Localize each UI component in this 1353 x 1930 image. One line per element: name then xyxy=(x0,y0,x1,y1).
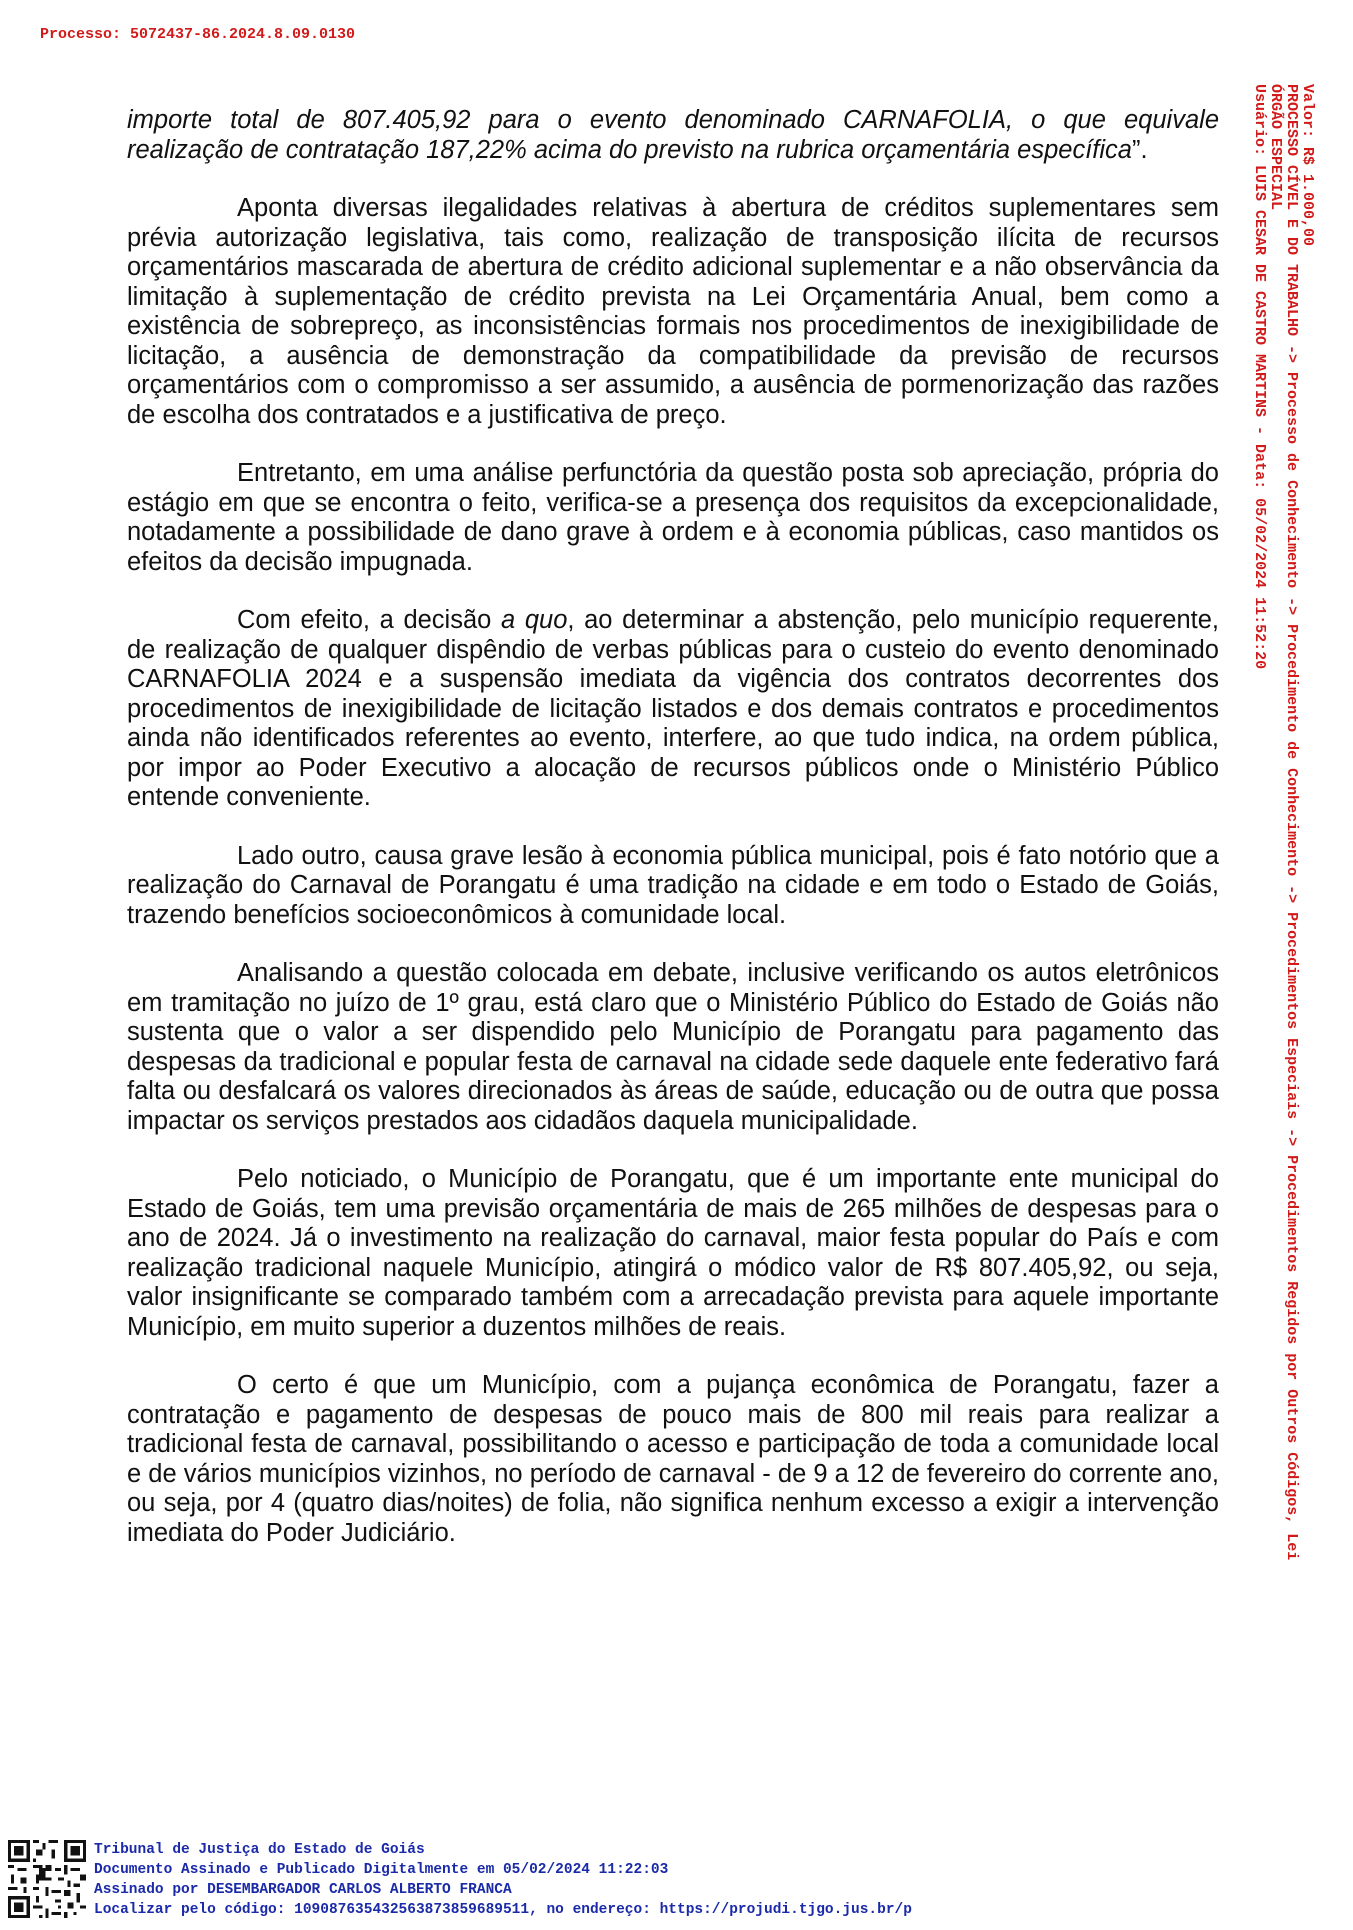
paragraph-8: O certo é que um Município, com a pujança econômica de Porangatu, fazer a contratação e pagamento de despesas de pouco mais de 800 mil reais para realizar a tradicional festa de carnaval, possibilitando o acesso e participação de toda a comunidade local e de vários municípios vizinhos, no período de carnaval - de 9 a 12 de fevereiro do corrente ano, ou seja, por 4 (quatro dias/noites) de folia, não significa nenhum excesso a exigir a intervenção imediata do Poder Judiciário. xyxy=(127,1371,1219,1547)
paragraph-2: Aponta diversas ilegalidades relativas à abertura de créditos suplementares sem prévia autorização legislativa, tais como, realização de transposição ilícita de recursos orçamentários mascarada de abertura de crédito adicional suplementar e a não observância da limitação à suplementação de crédito prevista na Lei Orçamentária Anual, bem como a existência de sobrepreço, as inconsistências formais nos procedimentos de inexigibilidade de licitação, a ausência de demonstração da compatibilidade da previsão de recursos orçamentários com o compromisso a ser assumido, a ausência de pormenorização das razões de escolha dos contratados e a justificativa de preço. xyxy=(127,194,1219,429)
p4-italic: a quo xyxy=(501,606,568,634)
document-body xyxy=(127,106,1219,1577)
stamp-class: PROCESSO CÍVEL E DO TRABALHO -> Processo de Conhecimento -> Procedimento de Conhecimento -> Procedimentos Especiais -> Procedimentos Regidos por Outros Códigos, Lei xyxy=(1283,84,1300,1561)
paragraph-7: Pelo noticiado, o Município de Porangatu, que é um importante ente municipal do Estado de Goiás, tem uma previsão orçamentária de mais de 265 milhões de despesas para o ano de 2024. Já o investimento na realização do carnaval, maior festa popular do País e com realização tradicional naquele Município, atingirá o módico valor de R$ 807.405,92, ou seja, valor insignificante se comparado também com a arrecadação prevista para aquele importante Município, em muito superior a duzentos milhões de reais. xyxy=(127,1165,1219,1341)
paragraph-5: Lado outro, causa grave lesão à economia pública municipal, pois é fato notório que a realização do Carnaval de Porangatu é uma tradição na cidade e em todo o Estado de Goiás, trazendo benefícios socioeconômicos à comunidade local. xyxy=(127,841,1219,929)
signature-footer xyxy=(8,1840,1208,1926)
qr-code-icon xyxy=(8,1840,86,1918)
stamp-value: Valor: R$ 1.000,00 xyxy=(1299,84,1316,247)
stamp-user: Usuário: LUIS CESAR DE CASTRO MARTINS - Data: 05/02/2024 11:52:20 xyxy=(1251,84,1268,670)
paragraph-1 xyxy=(127,106,1219,165)
footer-signed-by: Assinado por DESEMBARGADOR CARLOS ALBERTO FRANCA xyxy=(94,1882,512,1898)
p4-rest: , ao determinar a abstenção, pelo município requerente, de realização de qualquer dispêndio de verbas públicas para o custeio do evento denominado CARNAFOLIA 2024 e a suspensão imediata da vigência dos contratos decorrentes dos procedimentos de inexigibilidade de licitação listados e dos demais contratos e procedimentos ainda não identificados referentes ao evento, interfere, ao que tudo indica, na ordem pública, por impor ao Poder Executivo a alocação de recursos públicos onde o Ministério Público entende conveniente. xyxy=(127,606,1220,811)
side-stamp xyxy=(1228,84,1318,1924)
paragraph-6: Analisando a questão colocada em debate, inclusive verificando os autos eletrônicos em tramitação no juízo de 1º grau, está claro que o Ministério Público do Estado de Goiás não sustenta que o valor a ser dispendido pelo Município de Porangatu para pagamento das despesas da tradicional e popular festa de carnaval na cidade sede daquele ente federativo fará falta ou desfalcará os valores direcionados às áreas de saúde, educação ou de outra que possa impactar os serviços prestados aos cidadãos daquela municipalidade. xyxy=(127,959,1219,1135)
stamp-organ: ÓRGÃO ESPECIAL xyxy=(1267,84,1284,211)
footer-text xyxy=(94,1840,912,1920)
process-number: Processo: 5072437-86.2024.8.09.0130 xyxy=(40,26,356,43)
paragraph-4 xyxy=(127,606,1219,813)
p4-start: Com efeito, a decisão xyxy=(237,606,501,634)
paragraph-3: Entretanto, em uma análise perfunctória da questão posta sob apreciação, própria do estágio em que se encontra o feito, verifica-se a presença dos requisitos da excepcionalidade, notadamente a possibilidade de dano grave à ordem e à economia públicas, caso mantidos os efeitos da decisão impugnada. xyxy=(127,459,1219,576)
quote-tail: ”. xyxy=(1131,135,1148,164)
footer-court: Tribunal de Justiça do Estado de Goiás xyxy=(94,1842,425,1858)
italic-quote: importe total de 807.405,92 para o evento denominado CARNAFOLIA, o que equivale realização de contratação 187,22% acima do previsto na rubrica orçamentária específica xyxy=(127,106,1219,164)
footer-locate-code[interactable]: Localizar pelo código: 109087635432563873859689511, no endereço: https://projudi.tjgo.jus.br/p xyxy=(94,1902,912,1918)
footer-signed-published: Documento Assinado e Publicado Digitalmente em 05/02/2024 11:22:03 xyxy=(94,1862,669,1878)
